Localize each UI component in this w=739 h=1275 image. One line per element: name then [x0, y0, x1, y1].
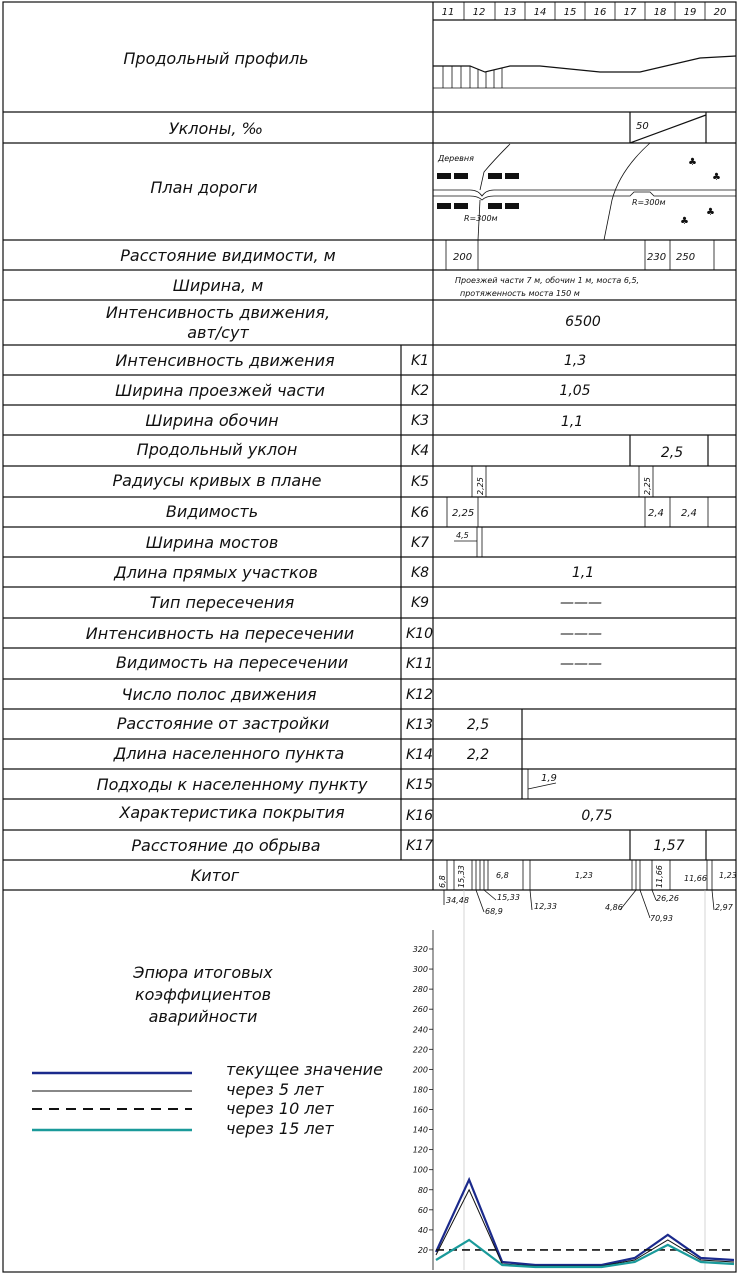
factor-name: Ширина проезжей части [115, 381, 325, 400]
factor-name: Видимость на пересечении [115, 653, 349, 672]
k-total-below: 12,33 [534, 902, 557, 911]
k4-cell [630, 435, 708, 466]
km-label: 16 [593, 7, 607, 18]
legend-label: через 10 лет [226, 1099, 334, 1118]
km-label: 11 [441, 7, 455, 18]
factor-code: K9 [411, 595, 430, 611]
visibility-cells [446, 240, 714, 270]
y-tick-label: 60 [417, 1205, 428, 1215]
legend-label: через 15 лет [226, 1119, 334, 1138]
factor-code: K4 [411, 443, 430, 459]
legend [32, 1060, 383, 1138]
k3-value: 1,1 [560, 414, 584, 430]
diagram-title-line1: Эпюра итоговых [133, 963, 273, 982]
k8-value: 1,1 [571, 565, 595, 581]
k17-value: 1,57 [653, 838, 685, 854]
factor-code: K12 [406, 687, 433, 703]
y-tick-label: 280 [412, 985, 428, 995]
k4-value: 2,5 [660, 445, 684, 461]
factor-name: Характеристика покрытия [119, 803, 345, 822]
k-total-value: 15,33 [457, 865, 466, 888]
k-total-value: 1,23 [575, 871, 593, 880]
factor-code: K13 [406, 717, 433, 733]
k-total-below: 2,97 [715, 903, 733, 912]
k-total-row [438, 860, 737, 890]
road-plan [433, 143, 736, 240]
k13-value: 2,5 [466, 717, 490, 733]
k6-value: 2,25 [452, 508, 475, 519]
tree-icon: ♣ [680, 216, 689, 227]
factor-name: Ширина мостов [145, 533, 279, 552]
factor-code: K5 [411, 474, 430, 490]
traffic-value: 6500 [565, 314, 601, 330]
km-label: 12 [472, 7, 486, 18]
y-tick-label: 140 [412, 1125, 428, 1135]
diagram-guides [464, 890, 705, 1270]
k-total-below: 68,9 [485, 907, 503, 916]
k15-value: 1,9 [541, 773, 557, 784]
factor-code: K1 [411, 353, 430, 369]
row-label-visibility: Расстояние видимости, м [120, 246, 336, 265]
k10-value: ——— [560, 626, 602, 642]
row-label-k-total: Kитог [190, 866, 240, 885]
y-tick-label: 100 [412, 1165, 428, 1175]
factor-codes [406, 353, 433, 854]
y-tick-label: 120 [412, 1145, 428, 1155]
factor-code: K16 [406, 808, 433, 824]
series-line-0 [436, 1180, 734, 1265]
factor-name: Число полос движения [121, 685, 317, 704]
plan-village: Деревня [438, 154, 474, 163]
factor-name: Расстояние до обрыва [131, 836, 321, 855]
k16-value: 0,75 [581, 808, 613, 824]
legend-label: через 5 лет [226, 1080, 324, 1099]
k-total-below: 34,48 [446, 896, 469, 905]
km-label: 19 [683, 7, 697, 18]
y-tick-label: 80 [417, 1185, 428, 1195]
factor-name: Интенсивность на пересечении [85, 624, 355, 643]
factor-name: Длина прямых участков [114, 563, 318, 582]
factor-name: Ширина обочин [145, 411, 279, 430]
y-tick-label: 260 [412, 1005, 428, 1015]
k6-cell [447, 497, 708, 527]
row-label-slopes: Уклоны, ‰ [168, 119, 264, 138]
factor-name: Продольный уклон [136, 440, 298, 459]
factor-code: K6 [411, 505, 430, 521]
km-labels [442, 7, 727, 18]
tree-icon: ♣ [688, 157, 697, 168]
y-tick-label: 240 [412, 1025, 428, 1035]
slope-value: 50 [636, 121, 649, 132]
factor-code: K7 [411, 535, 430, 551]
y-tick-label: 20 [417, 1245, 428, 1255]
diagram-title-line3: аварийности [148, 1007, 258, 1026]
factor-labels [86, 351, 368, 855]
k-total-leaders [444, 890, 734, 923]
diagram-title-line2: коэффициентов [134, 985, 272, 1004]
k7-cell [454, 527, 482, 557]
factor-name: Видимость [165, 502, 259, 521]
tree-icon: ♣ [706, 207, 715, 218]
row-label-traffic-line1: Интенсивность движения, [105, 303, 331, 322]
factor-name: Радиусы кривых в плане [112, 471, 322, 490]
km-ticks [464, 2, 705, 20]
k6-value: 2,4 [648, 508, 664, 519]
legend-label: текущее значение [226, 1060, 383, 1079]
factor-code: K14 [406, 747, 433, 763]
factor-name: Длина населенного пункта [113, 744, 345, 763]
row-label-traffic-line2: авт/сут [187, 323, 249, 342]
vis-value: 230 [647, 252, 667, 263]
k5-cell [472, 466, 653, 497]
k-total-value: 11,66 [655, 865, 664, 888]
km-label: 20 [713, 7, 727, 18]
y-tick-label: 180 [412, 1085, 428, 1095]
k14-value: 2,2 [466, 747, 490, 763]
plan-radius-1: R=300м [464, 214, 498, 223]
factor-code: K17 [406, 838, 433, 854]
factor-code: K3 [411, 413, 430, 429]
y-tick-label: 40 [417, 1225, 428, 1235]
y-tick-label: 200 [412, 1065, 428, 1075]
row-lines [3, 112, 736, 890]
diagram-plot [436, 1180, 734, 1267]
k9-value: ——— [560, 595, 602, 611]
vis-value: 200 [453, 252, 473, 263]
y-tick-label: 320 [412, 945, 428, 954]
k11-value: ——— [560, 656, 602, 672]
factor-code: K10 [406, 626, 433, 642]
k1-value: 1,3 [563, 353, 587, 369]
k-total-below: 26,26 [656, 894, 679, 903]
k7-value: 4,5 [456, 531, 469, 540]
k-total-value: 6,8 [496, 871, 509, 880]
km-label: 13 [503, 7, 517, 18]
k-total-below: 4,86 [605, 903, 623, 912]
row-label-width: Ширина, м [172, 276, 264, 295]
km-label: 14 [533, 7, 547, 18]
factor-code: K11 [406, 656, 433, 672]
factor-code: K2 [411, 383, 430, 399]
k-total-below: 15,33 [497, 893, 520, 902]
y-tick-label: 300 [412, 965, 428, 975]
k-total-value: 6,8 [438, 875, 447, 888]
factor-code: K8 [411, 565, 430, 581]
row-label-plan: План дороги [150, 178, 258, 197]
km-label: 18 [653, 7, 667, 18]
k5-value: 2,25 [476, 477, 485, 495]
k17-cell [630, 830, 706, 860]
k-total-value: 1,23 [719, 871, 737, 880]
plan-radius-2: R=300м [632, 198, 666, 207]
k15-cell [522, 769, 557, 799]
factor-name: Расстояние от застройки [116, 714, 330, 733]
profile-drawing [433, 56, 736, 88]
factor-name: Тип пересечения [149, 593, 295, 612]
row-label-profile: Продольный профиль [123, 49, 309, 68]
k5-value: 2,25 [643, 477, 652, 495]
k-total-value: 11,66 [684, 874, 707, 883]
km-label: 15 [563, 7, 577, 18]
factor-name: Подходы к населенному пункту [96, 775, 368, 794]
slope-cell [630, 112, 706, 143]
width-line2: протяженность моста 150 м [460, 289, 580, 298]
k-total-below: 70,93 [650, 914, 673, 923]
y-tick-label: 220 [412, 1045, 428, 1055]
diagram-y-axis [413, 930, 433, 1270]
k6-value: 2,4 [681, 508, 697, 519]
km-label: 17 [623, 7, 637, 18]
vis-value: 250 [676, 252, 696, 263]
tree-icon: ♣ [712, 172, 721, 183]
series-line-1 [436, 1190, 734, 1266]
y-tick-label: 160 [412, 1105, 428, 1115]
width-line1: Проезжей части 7 м, обочин 1 м, моста 6,5, [455, 276, 640, 285]
factor-name: Интенсивность движения [115, 351, 335, 370]
k2-value: 1,05 [559, 383, 591, 399]
factor-code: K15 [406, 777, 433, 793]
